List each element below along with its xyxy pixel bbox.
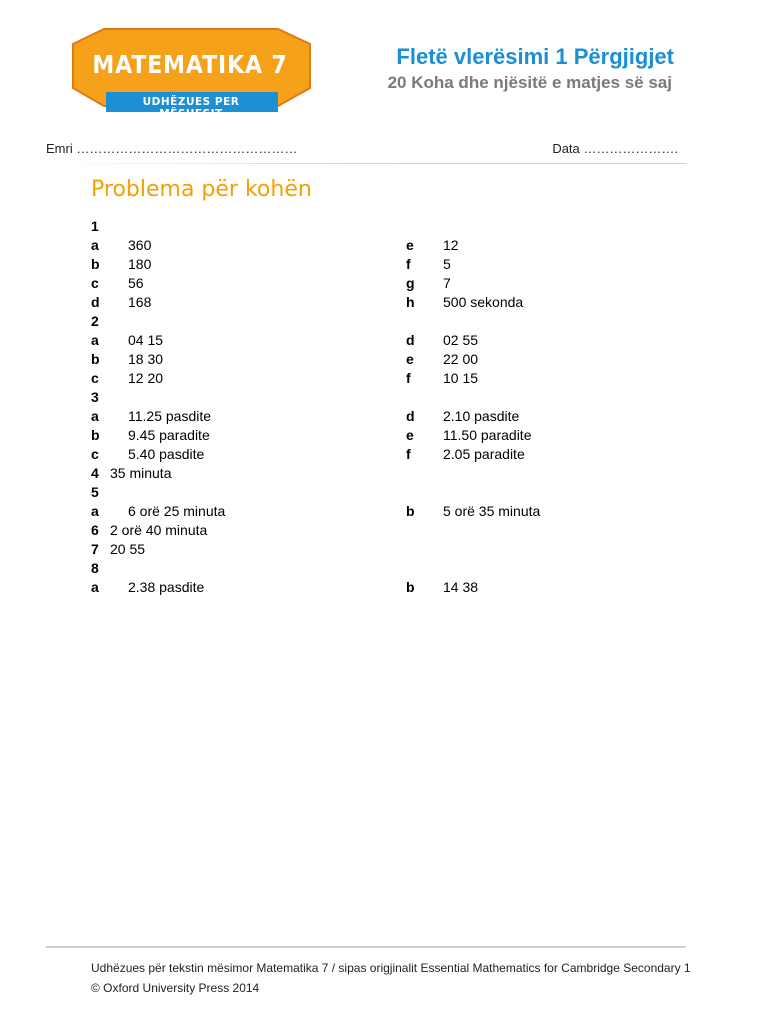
answer-label: a <box>91 408 99 424</box>
question-number: 7 <box>91 541 99 557</box>
date-field: Data …………………. <box>552 141 678 156</box>
answer-label: f <box>406 256 411 272</box>
footer-divider <box>46 946 686 948</box>
answer-label: f <box>406 446 411 462</box>
answer-label: a <box>91 579 99 595</box>
answer-value: 5 orë 35 minuta <box>443 503 541 519</box>
answer-value: 11.50 paradite <box>443 427 532 443</box>
answer-label: f <box>406 370 411 386</box>
answer-row <box>91 350 691 369</box>
answer-value: 5 <box>443 256 451 272</box>
answer-label: b <box>406 503 415 519</box>
answer-label: e <box>406 237 414 253</box>
question-number-row <box>91 388 691 407</box>
answer-value: 168 <box>128 294 152 310</box>
answer-row <box>91 369 691 388</box>
answer-value: 180 <box>128 256 152 272</box>
answer-value: 2.38 pasdite <box>128 579 205 595</box>
answer-row <box>91 274 691 293</box>
question-number-row <box>91 559 691 578</box>
answer-label: a <box>91 332 99 348</box>
document-title: Fletë vlerësimi 1 Përgjigjet <box>396 44 674 69</box>
answer-value: 360 <box>128 237 152 253</box>
footer <box>91 958 691 998</box>
answer-value: 12 <box>443 237 459 253</box>
question-number: 5 <box>91 484 99 500</box>
section-title: Problema për kohën <box>91 177 312 202</box>
answer-label: d <box>406 408 415 424</box>
answer-label: a <box>91 237 99 253</box>
answer-label: d <box>406 332 415 348</box>
answer-value: 10 15 <box>443 370 479 386</box>
answer-row <box>91 426 691 445</box>
answer-label: c <box>91 275 99 291</box>
answer-row <box>91 236 691 255</box>
question-number: 4 <box>91 465 99 481</box>
question-number: 2 <box>91 313 99 329</box>
answer-value: 04 15 <box>128 332 164 348</box>
question-number-row <box>91 312 691 331</box>
answer-label: g <box>406 275 415 291</box>
answer-label: b <box>406 579 415 595</box>
question-number: 1 <box>91 218 99 234</box>
question-number: 3 <box>91 389 99 405</box>
answer-row <box>91 331 691 350</box>
answer-value: 2 orë 40 minuta <box>110 522 208 538</box>
answer-row <box>91 255 691 274</box>
answer-value: 56 <box>128 275 144 291</box>
answer-row <box>91 540 691 559</box>
answer-label: e <box>406 427 414 443</box>
answer-label: h <box>406 294 415 310</box>
question-number-row <box>91 483 691 502</box>
question-number-row <box>91 217 691 236</box>
answer-value: 02 55 <box>443 332 479 348</box>
footer-source-line: Udhëzues për tekstin mësimor Matematika 7 / sipas origjinalit Essential Mathematics for Cambridge Secondary 1 <box>91 961 691 975</box>
question-number: 8 <box>91 560 99 576</box>
answer-row <box>91 521 691 540</box>
answer-value: 9.45 paradite <box>128 427 210 443</box>
answer-value: 14 38 <box>443 579 479 595</box>
footer-copyright-line: © Oxford University Press 2014 <box>91 981 260 995</box>
answer-value: 12 20 <box>128 370 164 386</box>
answer-row <box>91 578 691 597</box>
answer-list <box>91 217 691 597</box>
header-divider <box>46 163 686 164</box>
answer-label: a <box>91 503 99 519</box>
answer-value: 5.40 pasdite <box>128 446 205 462</box>
answer-value: 500 sekonda <box>443 294 524 310</box>
answer-value: 22 00 <box>443 351 479 367</box>
answer-label: e <box>406 351 414 367</box>
logo-title: MATEMATIKA 7 <box>92 50 288 79</box>
answer-row <box>91 445 691 464</box>
answer-row <box>91 464 691 483</box>
answer-row <box>91 293 691 312</box>
document-subtitle: 20 Koha dhe njësitë e matjes së saj <box>387 73 672 92</box>
question-number: 6 <box>91 522 99 538</box>
answer-label: c <box>91 370 99 386</box>
name-field: Emri …………………………………………… <box>46 141 298 156</box>
answer-label: b <box>91 351 100 367</box>
logo <box>72 26 312 120</box>
answer-row <box>91 502 691 521</box>
answer-label: d <box>91 294 100 310</box>
answer-label: c <box>91 446 99 462</box>
answer-value: 18 30 <box>128 351 164 367</box>
answer-value: 35 minuta <box>110 465 172 481</box>
answer-label: b <box>91 256 100 272</box>
logo-subtitle: UDHËZUES PER MËSUESIT <box>142 96 240 120</box>
answer-row <box>91 407 691 426</box>
answer-value: 11.25 pasdite <box>128 408 212 424</box>
answer-value: 7 <box>443 275 451 291</box>
answer-value: 20 55 <box>110 541 146 557</box>
answer-value: 2.05 paradite <box>443 446 525 462</box>
answer-value: 6 orë 25 minuta <box>128 503 226 519</box>
answer-value: 2.10 pasdite <box>443 408 520 424</box>
answer-label: b <box>91 427 100 443</box>
